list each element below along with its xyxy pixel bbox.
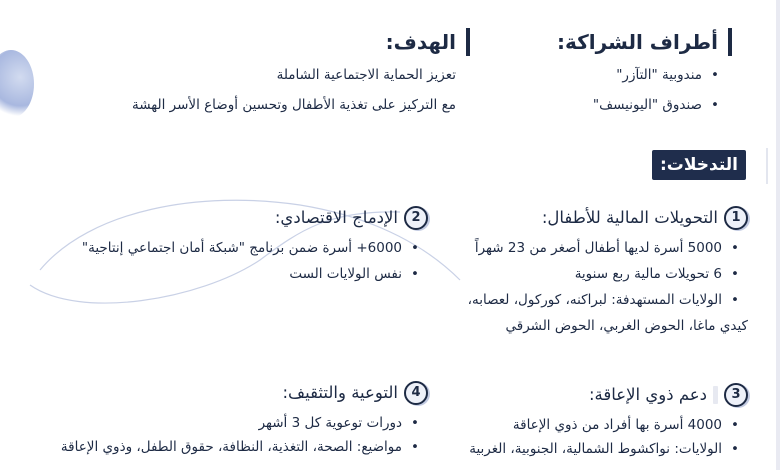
goal-line: تعزيز الحماية الاجتماعية الشاملة — [276, 67, 456, 83]
section-item: • 6 تحويلات مالية ربع سنوية — [418, 264, 748, 284]
partners-block — [492, 28, 732, 115]
section-child-cash-transfers — [418, 206, 748, 336]
decorative-divider — [766, 148, 768, 184]
right-edge-strip — [776, 0, 780, 470]
section-economic-inclusion — [48, 206, 428, 284]
section-item: • دورات توعوية كل 3 أشهر — [48, 413, 428, 433]
section-title: التحويلات المالية للأطفال: — [541, 208, 718, 227]
section-disability-support — [418, 383, 748, 459]
section-item: • 6000+ أسرة ضمن برنامج "شبكة أمان اجتماعي إنتاجية" — [48, 238, 428, 258]
partners-item: • صندوق "اليونيسف" — [492, 95, 728, 115]
goal-heading: الهدف: — [20, 28, 470, 56]
section-item: • الولايات المستهدفة: لبراكنه، كوركول، لعصابه، — [418, 290, 748, 310]
interventions-label: التدخلات: — [652, 150, 746, 180]
section-number-badge: 1 — [724, 206, 748, 230]
section-number-badge: 4 — [404, 381, 428, 405]
partners-item: • مندوبية "التآزر" — [492, 65, 728, 85]
goal-block — [20, 28, 470, 115]
section-item: • مواضيع: الصحة، التغذية، النظافة، حقوق الطفل، وذوي الإعاقة — [48, 437, 428, 457]
section-number-badge: 2 — [404, 206, 428, 230]
section-item-continuation: كيدي ماغا، الحوض الغربي، الحوض الشرقي — [505, 318, 748, 334]
decorative-separator — [713, 386, 718, 404]
partners-heading: أطراف الشراكة: — [492, 28, 732, 56]
section-item: • 4000 أسرة بها أفراد من ذوي الإعاقة — [418, 415, 748, 435]
section-item: • الولايات: نواكشوط الشمالية، الجنوبية، الغربية — [418, 439, 748, 459]
section-title: الإدماج الاقتصادي: — [274, 208, 398, 227]
goal-line: مع التركيز على تغذية الأطفال وتحسين أوضاع الأسر الهشة — [131, 97, 456, 113]
section-title: دعم ذوي الإعاقة: — [588, 385, 707, 404]
section-awareness — [48, 381, 428, 457]
section-number-badge: 3 — [724, 383, 748, 407]
section-item: • 5000 أسرة لديها أطفال أصغر من 23 شهراً — [418, 238, 748, 258]
section-title: التوعية والتثقيف: — [282, 383, 398, 402]
section-item: • نفس الولايات الست — [48, 264, 428, 284]
